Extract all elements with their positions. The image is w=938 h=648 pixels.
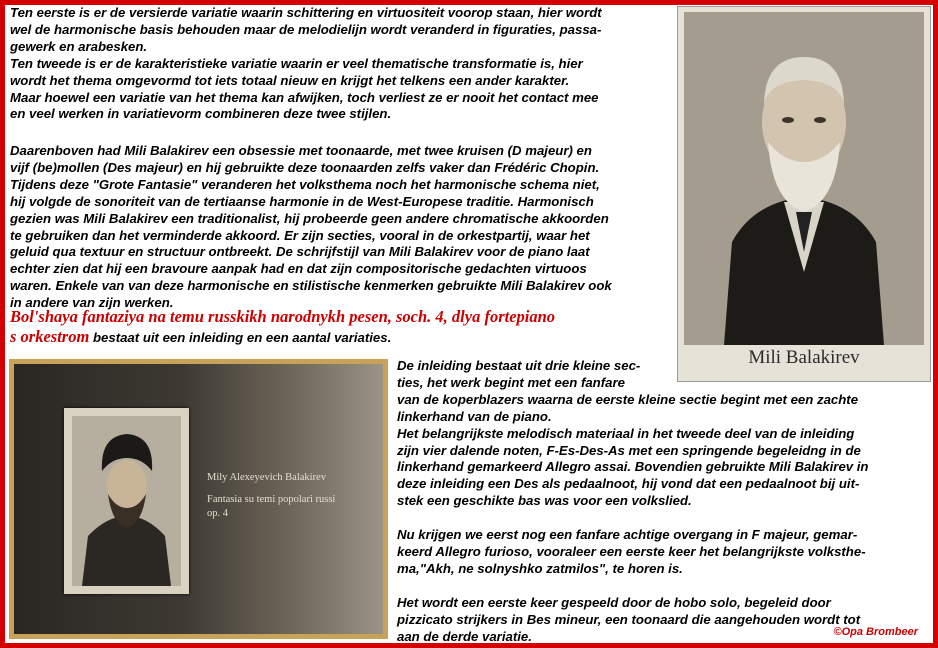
paragraph-variation-types: Ten eerste is er de versierde variatie waarin schittering en virtuositeit voorop staan, hier wordt wel de harmonische basis behouden maar de melodielijn wordt veranderd in figuraties, passa- gewerk en arabesken. Ten tweede is er de karakteristieke variatie waarin er veel thematische transformatie is, hier wordt het thema omgevormd tot iets totaal nieuw en krijgt het telkens een ander karakter. Maar hoewel een variatie van het thema kan afwijken, toch verliest ze er nooit het contact mee en veel werken in variatievorm combineren deze twee stijlen. bbox=[10, 5, 602, 122]
balakirev-portrait-photo bbox=[677, 6, 931, 382]
photo1-caption: Mili Balakirev bbox=[748, 347, 860, 368]
paragraph-tonality: Daarenboven had Mili Balakirev een obsessie met toonaarde, met twee kruisen (D majeur) en vijf (be)mollen (Des majeur) en hij gebruikte deze toonaarden zelfs vaker dan Frédéric Chopin. Tijdens deze "Grote Fantasie" veranderen het volksthema noch het harmonische schema niet, hij volgde de sonoriteit van de tertiaanse harmonie in de West-Europese traditie. Harmonisch gezien was Mili Balakirev een traditionalist, hij probeerde geen andere chromatische akkoorden te gebruiken dan het verminderde akkoord. Er zijn secties, vooral in de orkestpartij, waar het geluid qua textuur en structuur ontbreekt. De schrijfstijl van Mili Balakirev voor de piano laat echter zien dat hij een bravoure aanpak had en dat zijn compositorische gedachten virtuoos waren. Enkele van van deze harmonische en stilistische kenmerken gebruikte Mili Balakirev ook in andere van zijn werken. bbox=[10, 143, 612, 311]
cover-work-title: Fantasia su temi popolari russi op. 4 bbox=[207, 494, 336, 519]
cover-composer-name: Mily Alexeyevich Balakirev bbox=[207, 472, 326, 483]
paragraph-introduction: De inleiding bestaat uit drie kleine sec- ties, het werk begint met een fanfare van de koperblazers waarna de eerste kleine sectie begint met een zachte linkerhand van de piano. Het belangrijkste melodisch materiaal in het tweede deel van de inleiding zijn vier dalende noten, F-Es-Des-As met een springende begeleidng in de linkerhand gemarkeerd Allegro assai. Bovendien gebruikte Mili Balakirev in deze inleiding een Des als pedaalnoot, hij vond dat een pedaalnoot bij uit- stek een geschikte bas was voor een volkslied. Nu krijgen we eerst nog een fanfare achtige overgang in F majeur, gemar- keerd Allegro furioso, vooraleer een eerste keer het belangrijkste volksthe- ma,"Akh, ne solnyshko zatmilos", te horen is. Het wordt een eerste keer gespeeld door de hobo solo, begeleid door pizzicato strijkers in Bes mineur, een toonaard die aangehouden wordt tot aan de derde variatie. bbox=[397, 358, 869, 644]
copyright-notice: ©Opa Brombeer bbox=[833, 626, 918, 638]
work-title: Bol'shaya fantaziya na temu russkikh narodnykh pesen, soch. 4, dlya fortepiano bbox=[10, 307, 556, 326]
work-title-tail: bestaat uit een inleiding en een aantal variaties. bbox=[89, 330, 392, 345]
young-balakirev-portrait bbox=[64, 408, 189, 594]
work-title-line bbox=[10, 307, 682, 347]
album-cover-image bbox=[9, 359, 388, 639]
work-title-cont: s orkestrom bbox=[10, 327, 90, 346]
